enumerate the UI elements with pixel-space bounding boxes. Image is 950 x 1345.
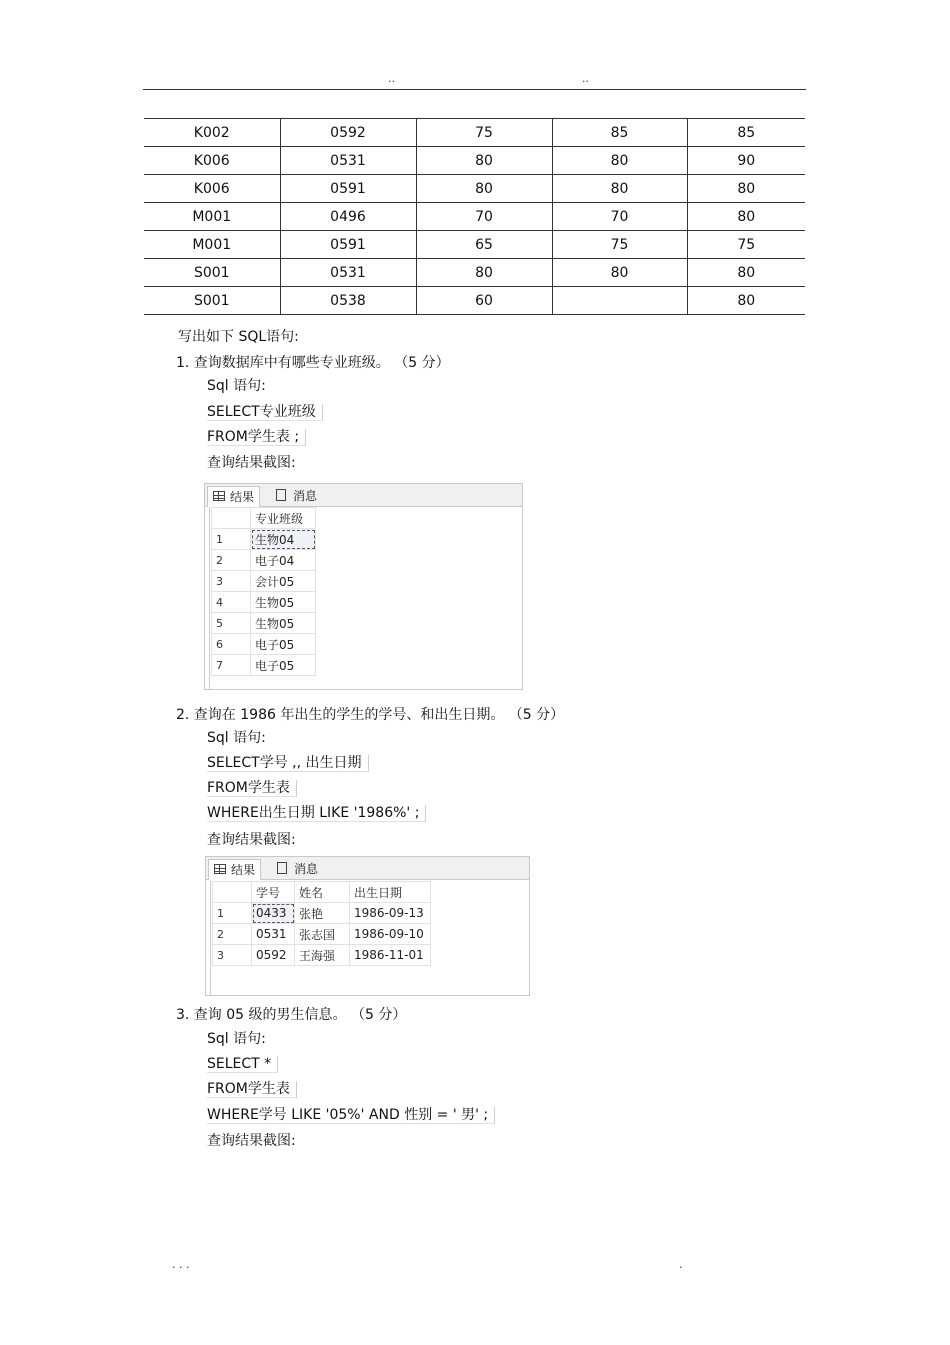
table-cell: 80 xyxy=(687,259,805,287)
scores-table xyxy=(144,118,805,315)
table-cell: 80 xyxy=(416,147,552,175)
grid-row: 3 会计05 xyxy=(212,571,316,592)
grid-cell[interactable]: 1986-11-01 xyxy=(350,945,431,966)
grid-cell[interactable]: 生物05 xyxy=(251,613,316,634)
grid-cell[interactable]: 0433 xyxy=(252,903,295,924)
grid-cell[interactable]: 电子04 xyxy=(251,550,316,571)
table-cell: 0496 xyxy=(280,203,416,231)
result-grid xyxy=(211,507,316,676)
table-row xyxy=(144,147,805,175)
table-cell: 0591 xyxy=(280,231,416,259)
grid-row: 2 电子04 xyxy=(212,550,316,571)
table-cell: 80 xyxy=(416,175,552,203)
message-icon xyxy=(277,862,287,874)
table-row xyxy=(144,231,805,259)
table-cell: S001 xyxy=(144,287,280,315)
tab-results[interactable]: 结果 xyxy=(208,859,261,880)
grid-row: 5 生物05 xyxy=(212,613,316,634)
table-cell: 0531 xyxy=(280,147,416,175)
table-cell: 80 xyxy=(416,259,552,287)
question-1-sql-label: Sql 语句: xyxy=(207,378,266,394)
result-tabs xyxy=(205,484,522,507)
table-cell: 90 xyxy=(687,147,805,175)
question-3-sql-line: WHERE学号 LIKE '05%' AND 性别 = ' 男' ; xyxy=(207,1107,495,1124)
grid-cell[interactable]: 电子05 xyxy=(251,655,316,676)
question-2-sql-line: FROM学生表 xyxy=(207,780,297,797)
table-cell: 75 xyxy=(687,231,805,259)
table-cell: K002 xyxy=(144,119,280,147)
question-1-sql-line: SELECT专业班级 xyxy=(207,404,323,421)
grid-row: 3 0592 王海强 1986-11-01 xyxy=(213,945,431,966)
table-cell: K006 xyxy=(144,147,280,175)
table-cell: 80 xyxy=(552,259,687,287)
table-cell: 0592 xyxy=(280,119,416,147)
grid-icon xyxy=(213,491,225,501)
column-header: 姓名 xyxy=(295,882,350,903)
grid-cell[interactable]: 生物05 xyxy=(251,592,316,613)
table-cell: 85 xyxy=(552,119,687,147)
column-header: 学号 xyxy=(252,882,295,903)
table-cell: 65 xyxy=(416,231,552,259)
question-3-sql-label: Sql 语句: xyxy=(207,1031,266,1047)
tab-messages[interactable]: 消息 xyxy=(271,486,322,506)
table-cell: M001 xyxy=(144,203,280,231)
grid-row: 1 0433 张艳 1986-09-13 xyxy=(213,903,431,924)
question-3-sql-line: FROM学生表 xyxy=(207,1081,297,1098)
table-cell: 0531 xyxy=(280,259,416,287)
question-3-sql-line: SELECT * xyxy=(207,1056,278,1073)
table-cell: 0538 xyxy=(280,287,416,315)
result-screenshot-2 xyxy=(205,856,530,996)
grid-row: 2 0531 张志国 1986-09-10 xyxy=(213,924,431,945)
table-cell: 60 xyxy=(416,287,552,315)
table-cell: 80 xyxy=(687,203,805,231)
question-2-result-label: 查询结果截图: xyxy=(207,832,296,848)
table-cell: 80 xyxy=(687,175,805,203)
grid-icon xyxy=(214,864,226,874)
result-grid xyxy=(212,881,431,966)
table-cell xyxy=(552,287,687,315)
question-1-title: 1. 查询数据库中有哪些专业班级。 （5 分） xyxy=(176,355,450,371)
table-row xyxy=(144,259,805,287)
table-cell: 75 xyxy=(552,231,687,259)
grid-cell[interactable]: 张艳 xyxy=(295,903,350,924)
table-row xyxy=(144,119,805,147)
table-cell: 80 xyxy=(552,175,687,203)
tab-messages[interactable]: 消息 xyxy=(272,859,323,879)
table-row xyxy=(144,203,805,231)
grid-cell[interactable]: 0592 xyxy=(252,945,295,966)
table-cell: 80 xyxy=(552,147,687,175)
question-3-result-label: 查询结果截图: xyxy=(207,1133,296,1149)
table-cell: 85 xyxy=(687,119,805,147)
table-cell: 80 xyxy=(687,287,805,315)
question-2-sql-line: SELECT学号 ,, 出生日期 xyxy=(207,755,369,772)
question-2-sql-line: WHERE出生日期 LIKE '1986%' ; xyxy=(207,805,426,822)
table-cell: 70 xyxy=(416,203,552,231)
grid-row: 1 生物04 xyxy=(212,529,316,550)
header-rule xyxy=(143,89,806,90)
grid-cell[interactable]: 电子05 xyxy=(251,634,316,655)
result-screenshot-1 xyxy=(204,483,523,690)
table-cell: K006 xyxy=(144,175,280,203)
grid-cell[interactable]: 0531 xyxy=(252,924,295,945)
grid-row: 4 生物05 xyxy=(212,592,316,613)
question-1-sql-line: FROM学生表 ; xyxy=(207,429,306,446)
footer-left-mark: . . . xyxy=(172,1258,190,1271)
grid-cell[interactable]: 王海强 xyxy=(295,945,350,966)
table-cell: 75 xyxy=(416,119,552,147)
tab-results[interactable]: 结果 xyxy=(207,486,260,507)
grid-cell[interactable]: 张志国 xyxy=(295,924,350,945)
grid-row: 6 电子05 xyxy=(212,634,316,655)
table-cell: 0591 xyxy=(280,175,416,203)
message-icon xyxy=(276,489,286,501)
table-cell: S001 xyxy=(144,259,280,287)
table-cell: M001 xyxy=(144,231,280,259)
grid-cell[interactable]: 会计05 xyxy=(251,571,316,592)
table-row xyxy=(144,287,805,315)
intro-text: 写出如下 SQL语句: xyxy=(178,329,299,345)
header-left-mark: .. xyxy=(388,72,395,85)
question-2-sql-label: Sql 语句: xyxy=(207,730,266,746)
grid-header-row xyxy=(213,882,431,903)
header-right-mark: .. xyxy=(582,72,589,85)
grid-row: 7 电子05 xyxy=(212,655,316,676)
question-2-title: 2. 查询在 1986 年出生的学生的学号、和出生日期。 （5 分） xyxy=(176,707,565,723)
column-header: 专业班级 xyxy=(251,508,316,529)
result-tabs xyxy=(206,857,529,880)
column-header: 出生日期 xyxy=(350,882,431,903)
grid-cell[interactable]: 1986-09-10 xyxy=(350,924,431,945)
question-3-title: 3. 查询 05 级的男生信息。 （5 分） xyxy=(176,1007,407,1023)
table-row xyxy=(144,175,805,203)
grid-header-row xyxy=(212,508,316,529)
question-1-result-label: 查询结果截图: xyxy=(207,455,296,471)
table-cell: 70 xyxy=(552,203,687,231)
footer-right-mark: . xyxy=(679,1258,683,1271)
grid-cell[interactable]: 生物04 xyxy=(251,529,316,550)
grid-cell[interactable]: 1986-09-13 xyxy=(350,903,431,924)
